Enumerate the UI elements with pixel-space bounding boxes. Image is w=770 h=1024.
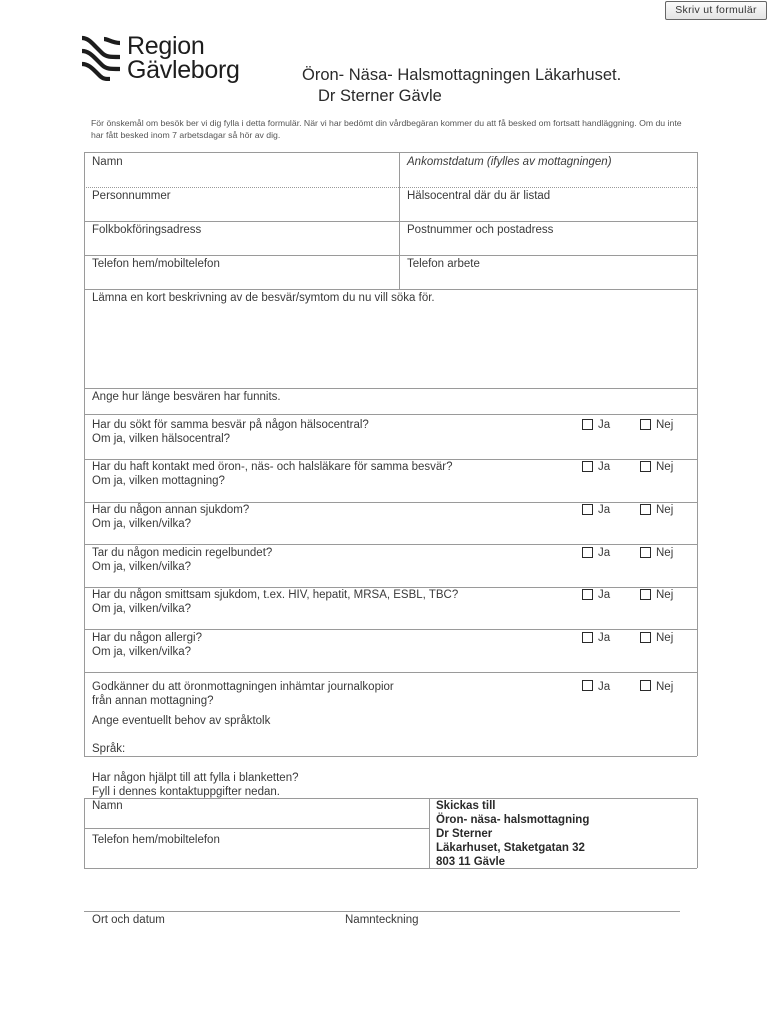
no-label: Nej xyxy=(656,632,674,644)
question-followup[interactable]: Om ja, vilken hälsocentral? xyxy=(92,433,231,445)
helper-name-field[interactable]: Namn xyxy=(92,800,123,812)
question-followup[interactable]: Om ja, vilken/vilka? xyxy=(92,561,192,573)
send-to-line: Läkarhuset, Staketgatan 32 xyxy=(436,842,585,854)
form-title-line-2: Dr Sterner Gävle xyxy=(318,87,442,105)
no-checkbox[interactable] xyxy=(640,547,651,558)
no-label: Nej xyxy=(656,461,674,473)
duration-field[interactable]: Ange hur länge besvären har funnits. xyxy=(92,391,281,403)
yes-label: Ja xyxy=(598,419,611,431)
yes-label: Ja xyxy=(598,504,611,516)
no-checkbox[interactable] xyxy=(640,632,651,643)
yes-label: Ja xyxy=(598,461,611,473)
send-to-line: Dr Sterner xyxy=(436,828,493,840)
interpreter-label: Ange eventuellt behov av språktolk xyxy=(92,715,271,727)
name-field[interactable]: Namn xyxy=(92,156,123,168)
question-followup[interactable]: Om ja, vilken/vilka? xyxy=(92,646,192,658)
logo-line-2: Gävleborg xyxy=(127,56,240,84)
send-to-line: 803 11 Gävle xyxy=(436,856,506,868)
helper-question: Har någon hjälpt till att fylla i blanketten? xyxy=(92,772,299,784)
yes-checkbox[interactable] xyxy=(582,419,593,430)
yes-label: Ja xyxy=(598,589,611,601)
address-field[interactable]: Folkbokföringsadress xyxy=(92,224,202,236)
intro-text: För önskemål om besök ber vi dig fylla i detta formulär. När vi har bedömt din vårdbegäran kommer du att få besked om fortsatt handläggning. Om du inte har fått besked inom 7 arbetsdagar så hör av dig. xyxy=(91,118,682,140)
question-followup[interactable]: Om ja, vilken mottagning? xyxy=(92,475,225,487)
print-form-button[interactable]: Skriv ut formulär xyxy=(665,1,767,20)
question-text: Har du någon annan sjukdom? xyxy=(92,504,250,516)
no-checkbox[interactable] xyxy=(640,504,651,515)
postal-field[interactable]: Postnummer och postadress xyxy=(407,224,554,236)
personal-number-field[interactable]: Personnummer xyxy=(92,190,171,202)
no-label: Nej xyxy=(656,419,674,431)
yes-checkbox[interactable] xyxy=(582,504,593,515)
yes-checkbox[interactable] xyxy=(582,632,593,643)
question-text: Har du någon allergi? xyxy=(92,632,202,644)
question-followup: från annan mottagning? xyxy=(92,695,214,707)
question-text: Tar du någon medicin regelbundet? xyxy=(92,547,273,559)
yes-checkbox[interactable] xyxy=(582,547,593,558)
send-to-line: Skickas till xyxy=(436,800,496,812)
question-followup[interactable]: Om ja, vilken/vilka? xyxy=(92,518,192,530)
language-field[interactable]: Språk: xyxy=(92,743,126,755)
phone-work-field[interactable]: Telefon arbete xyxy=(407,258,480,270)
phone-home-field[interactable]: Telefon hem/mobiltelefon xyxy=(92,258,220,270)
question-followup[interactable]: Om ja, vilken/vilka? xyxy=(92,603,192,615)
no-label: Nej xyxy=(656,681,674,693)
send-to-line: Öron- näsa- halsmottagning xyxy=(436,814,590,826)
helper-phone-field[interactable]: Telefon hem/mobiltelefon xyxy=(92,834,220,846)
no-label: Nej xyxy=(656,589,674,601)
health-center-field[interactable]: Hälsocentral där du är listad xyxy=(407,190,551,202)
no-label: Nej xyxy=(656,504,674,516)
no-checkbox[interactable] xyxy=(640,589,651,600)
signature-field[interactable]: Namnteckning xyxy=(345,914,419,926)
question-text: Har du sökt för samma besvär på någon hälsocentral? xyxy=(92,419,369,431)
logo-line-1: Region xyxy=(127,32,205,60)
place-date-field[interactable]: Ort och datum xyxy=(92,914,165,926)
symptoms-field[interactable]: Lämna en kort beskrivning av de besvär/symtom du nu vill söka för. xyxy=(92,292,435,304)
arrival-date-field[interactable]: Ankomstdatum (ifylles av mottagningen) xyxy=(407,156,612,168)
yes-label: Ja xyxy=(598,632,611,644)
no-checkbox[interactable] xyxy=(640,461,651,472)
question-text: Har du haft kontakt med öron-, näs- och halsläkare för samma besvär? xyxy=(92,461,453,473)
question-text: Har du någon smittsam sjukdom, t.ex. HIV, hepatit, MRSA, ESBL, TBC? xyxy=(92,589,459,601)
form-title-line-1: Öron- Näsa- Halsmottagningen Läkarhuset. xyxy=(302,66,622,84)
yes-checkbox[interactable] xyxy=(582,461,593,472)
yes-label: Ja xyxy=(598,681,611,693)
yes-label: Ja xyxy=(598,547,611,559)
no-checkbox[interactable] xyxy=(640,680,651,691)
helper-instruction: Fyll i dennes kontaktuppgifter nedan. xyxy=(92,786,280,798)
yes-checkbox[interactable] xyxy=(582,589,593,600)
question-text: Godkänner du att öronmottagningen inhämtar journalkopior xyxy=(92,681,394,693)
no-label: Nej xyxy=(656,547,674,559)
region-gavleborg-logo-icon xyxy=(80,35,122,81)
yes-checkbox[interactable] xyxy=(582,680,593,691)
no-checkbox[interactable] xyxy=(640,419,651,430)
